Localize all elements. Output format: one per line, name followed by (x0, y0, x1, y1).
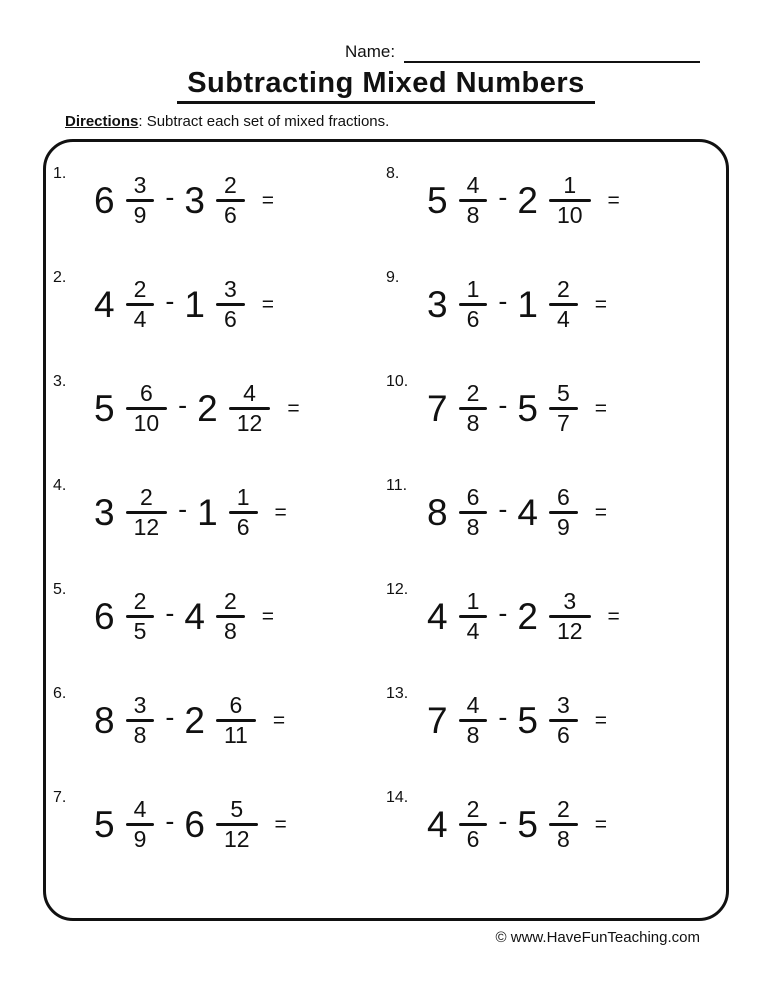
fraction-denominator: 8 (556, 825, 570, 852)
minuend-whole-number: 7 (427, 699, 448, 741)
fraction-numerator: 5 (556, 380, 570, 407)
fraction-denominator: 12 (133, 513, 160, 540)
minuend-fraction (459, 588, 488, 644)
subtrahend-fraction (549, 276, 578, 332)
fraction-denominator: 8 (466, 721, 480, 748)
fraction-numerator: 4 (243, 380, 256, 407)
equals-sign: = (274, 500, 287, 524)
minuend-fraction (126, 588, 155, 644)
fraction-numerator: 1 (466, 276, 480, 303)
fraction-denominator: 11 (223, 721, 248, 748)
fraction-denominator: 8 (133, 721, 147, 748)
subtrahend-fraction (216, 692, 256, 748)
fraction-numerator: 1 (563, 172, 577, 199)
fraction-numerator: 2 (223, 588, 237, 615)
fraction-denominator: 4 (133, 305, 147, 332)
fraction-numerator: 4 (466, 172, 480, 199)
minus-sign: - (165, 805, 175, 836)
minuend-whole-number: 4 (427, 803, 448, 845)
problem-number-label: 13. (386, 685, 409, 702)
equals-sign: = (594, 500, 608, 524)
fraction-denominator: 6 (466, 305, 480, 332)
subtrahend-fraction (216, 796, 258, 852)
minus-sign: - (498, 493, 508, 524)
subtrahend-fraction (216, 172, 245, 228)
subtrahend-fraction (216, 588, 245, 644)
problem-row (53, 668, 386, 772)
fraction-numerator: 3 (223, 276, 237, 303)
minuend-fraction (459, 380, 488, 436)
fraction-numerator: 3 (133, 172, 147, 199)
equals-sign: = (272, 708, 286, 732)
equals-sign: = (261, 188, 275, 212)
subtrahend-fraction (549, 796, 578, 852)
fraction-denominator: 9 (556, 513, 570, 540)
minuend-whole-number: 3 (94, 491, 115, 533)
problem-row (53, 252, 386, 356)
subtrahend-whole-number: 3 (184, 179, 205, 221)
fraction-denominator: 4 (556, 305, 570, 332)
equals-sign: = (594, 812, 608, 836)
minuend-whole-number: 6 (94, 595, 115, 637)
problem-number-label: 2. (53, 269, 67, 286)
equals-sign: = (594, 396, 608, 420)
problem-number-label: 10. (386, 373, 409, 390)
name-blank-line (404, 46, 700, 63)
copyright-text: © www.HaveFunTeaching.com (495, 929, 700, 946)
equals-sign: = (261, 292, 275, 316)
equals-sign: = (261, 604, 275, 628)
footer (0, 929, 700, 946)
minuend-fraction (126, 692, 155, 748)
problem-number-label: 8. (386, 165, 400, 182)
fraction-denominator: 10 (133, 409, 160, 436)
fraction-numerator: 2 (556, 796, 570, 823)
minuend-whole-number: 5 (94, 387, 115, 429)
minuend-fraction (126, 484, 168, 540)
problem-row (53, 148, 386, 252)
subtrahend-whole-number: 4 (517, 491, 538, 533)
equals-sign: = (607, 604, 620, 628)
fraction-numerator: 2 (466, 380, 480, 407)
problem-row (53, 772, 386, 876)
fraction-denominator: 12 (223, 825, 250, 852)
equals-sign: = (274, 812, 287, 836)
directions (65, 113, 772, 130)
fraction-numerator: 2 (466, 796, 480, 823)
fraction-denominator: 9 (133, 201, 147, 228)
subtrahend-fraction (549, 484, 578, 540)
subtrahend-whole-number: 2 (517, 179, 538, 221)
subtrahend-fraction (229, 484, 258, 540)
minus-sign: - (498, 701, 508, 732)
fraction-numerator: 2 (556, 276, 570, 303)
problems-column-right (386, 142, 726, 918)
problem-number-label: 11. (386, 477, 408, 494)
problem-row (386, 772, 726, 876)
problem-row (386, 668, 726, 772)
fraction-denominator: 5 (133, 617, 147, 644)
fraction-denominator: 8 (466, 201, 480, 228)
fraction-numerator: 2 (139, 484, 153, 511)
fraction-denominator: 6 (223, 305, 237, 332)
minus-sign: - (178, 493, 188, 524)
subtrahend-fraction (229, 380, 271, 436)
fraction-denominator: 12 (556, 617, 583, 644)
fraction-numerator: 2 (223, 172, 237, 199)
minus-sign: - (165, 597, 175, 628)
fraction-denominator: 6 (236, 513, 250, 540)
subtrahend-whole-number: 1 (197, 491, 218, 533)
minus-sign: - (498, 285, 508, 316)
minuend-whole-number: 7 (427, 387, 448, 429)
fraction-numerator: 6 (466, 484, 480, 511)
minuend-whole-number: 6 (94, 179, 115, 221)
problem-row (53, 356, 386, 460)
subtrahend-whole-number: 2 (197, 387, 218, 429)
subtrahend-whole-number: 1 (184, 283, 205, 325)
subtrahend-whole-number: 5 (517, 699, 538, 741)
minus-sign: - (165, 285, 175, 316)
fraction-numerator: 6 (556, 484, 570, 511)
equals-sign: = (287, 396, 300, 420)
subtrahend-fraction (549, 380, 578, 436)
minuend-fraction (126, 276, 155, 332)
subtrahend-fraction (216, 276, 245, 332)
minuend-fraction (459, 796, 488, 852)
fraction-numerator: 3 (563, 588, 577, 615)
problem-row (386, 252, 726, 356)
problem-row (386, 356, 726, 460)
minuend-fraction (459, 692, 488, 748)
fraction-numerator: 4 (466, 692, 480, 719)
fraction-numerator: 6 (229, 692, 243, 719)
minuend-fraction (126, 380, 168, 436)
equals-sign: = (607, 188, 620, 212)
problem-number-label: 6. (53, 685, 67, 702)
fraction-numerator: 6 (139, 380, 153, 407)
minus-sign: - (498, 805, 508, 836)
problem-row (386, 460, 726, 564)
minuend-fraction (459, 484, 488, 540)
problem-number-label: 14. (386, 789, 409, 806)
problem-number-label: 9. (386, 269, 400, 286)
minus-sign: - (498, 597, 508, 628)
minuend-whole-number: 5 (427, 179, 448, 221)
subtrahend-whole-number: 2 (517, 595, 538, 637)
subtrahend-whole-number: 4 (184, 595, 205, 637)
minus-sign: - (498, 181, 508, 212)
equals-sign: = (594, 708, 608, 732)
fraction-denominator: 4 (466, 617, 480, 644)
fraction-numerator: 3 (556, 692, 570, 719)
minuend-fraction (126, 172, 155, 228)
problem-row (386, 148, 726, 252)
problem-number-label: 7. (53, 789, 67, 806)
fraction-numerator: 5 (230, 796, 244, 823)
name-label: Name: (345, 42, 396, 61)
fraction-denominator: 7 (556, 409, 570, 436)
minus-sign: - (178, 389, 188, 420)
fraction-numerator: 2 (133, 588, 147, 615)
subtrahend-whole-number: 6 (184, 803, 205, 845)
problems-box (43, 139, 729, 921)
fraction-numerator: 2 (133, 276, 147, 303)
directions-label: Directions (65, 113, 139, 130)
minus-sign: - (165, 181, 175, 212)
fraction-denominator: 9 (133, 825, 147, 852)
minus-sign: - (498, 389, 508, 420)
fraction-denominator: 6 (556, 721, 570, 748)
minuend-whole-number: 8 (427, 491, 448, 533)
minuend-whole-number: 4 (94, 283, 115, 325)
problem-row (53, 564, 386, 668)
minuend-fraction (459, 172, 488, 228)
problem-number-label: 12. (386, 581, 409, 598)
minuend-whole-number: 5 (94, 803, 115, 845)
subtrahend-fraction (549, 588, 591, 644)
fraction-denominator: 8 (466, 409, 480, 436)
problem-number-label: 1. (53, 165, 67, 182)
fraction-numerator: 1 (236, 484, 250, 511)
subtrahend-fraction (549, 172, 591, 228)
fraction-denominator: 6 (223, 201, 237, 228)
subtrahend-whole-number: 2 (184, 699, 205, 741)
subtrahend-whole-number: 5 (517, 803, 538, 845)
subtrahend-whole-number: 1 (517, 283, 538, 325)
subtrahend-fraction (549, 692, 578, 748)
problem-number-label: 3. (53, 373, 67, 390)
fraction-denominator: 8 (223, 617, 237, 644)
fraction-denominator: 10 (556, 201, 583, 228)
equals-sign: = (594, 292, 608, 316)
minuend-whole-number: 4 (427, 595, 448, 637)
minuend-fraction (459, 276, 488, 332)
fraction-numerator: 1 (466, 588, 480, 615)
minuend-fraction (126, 796, 155, 852)
page-title: Subtracting Mixed Numbers (177, 67, 595, 104)
minus-sign: - (165, 701, 175, 732)
problem-row (386, 564, 726, 668)
problem-row (53, 460, 386, 564)
name-row (345, 42, 700, 63)
title-wrap (0, 67, 772, 104)
fraction-denominator: 12 (236, 409, 263, 436)
fraction-numerator: 3 (133, 692, 147, 719)
fraction-numerator: 4 (133, 796, 147, 823)
subtrahend-whole-number: 5 (517, 387, 538, 429)
directions-text: : Subtract each set of mixed fractions. (138, 113, 390, 130)
problems-column-left (46, 142, 386, 918)
problem-number-label: 4. (53, 477, 67, 494)
worksheet-page (0, 42, 772, 1000)
minuend-whole-number: 3 (427, 283, 448, 325)
minuend-whole-number: 8 (94, 699, 115, 741)
fraction-denominator: 8 (466, 513, 480, 540)
problem-number-label: 5. (53, 581, 67, 598)
fraction-denominator: 6 (466, 825, 480, 852)
